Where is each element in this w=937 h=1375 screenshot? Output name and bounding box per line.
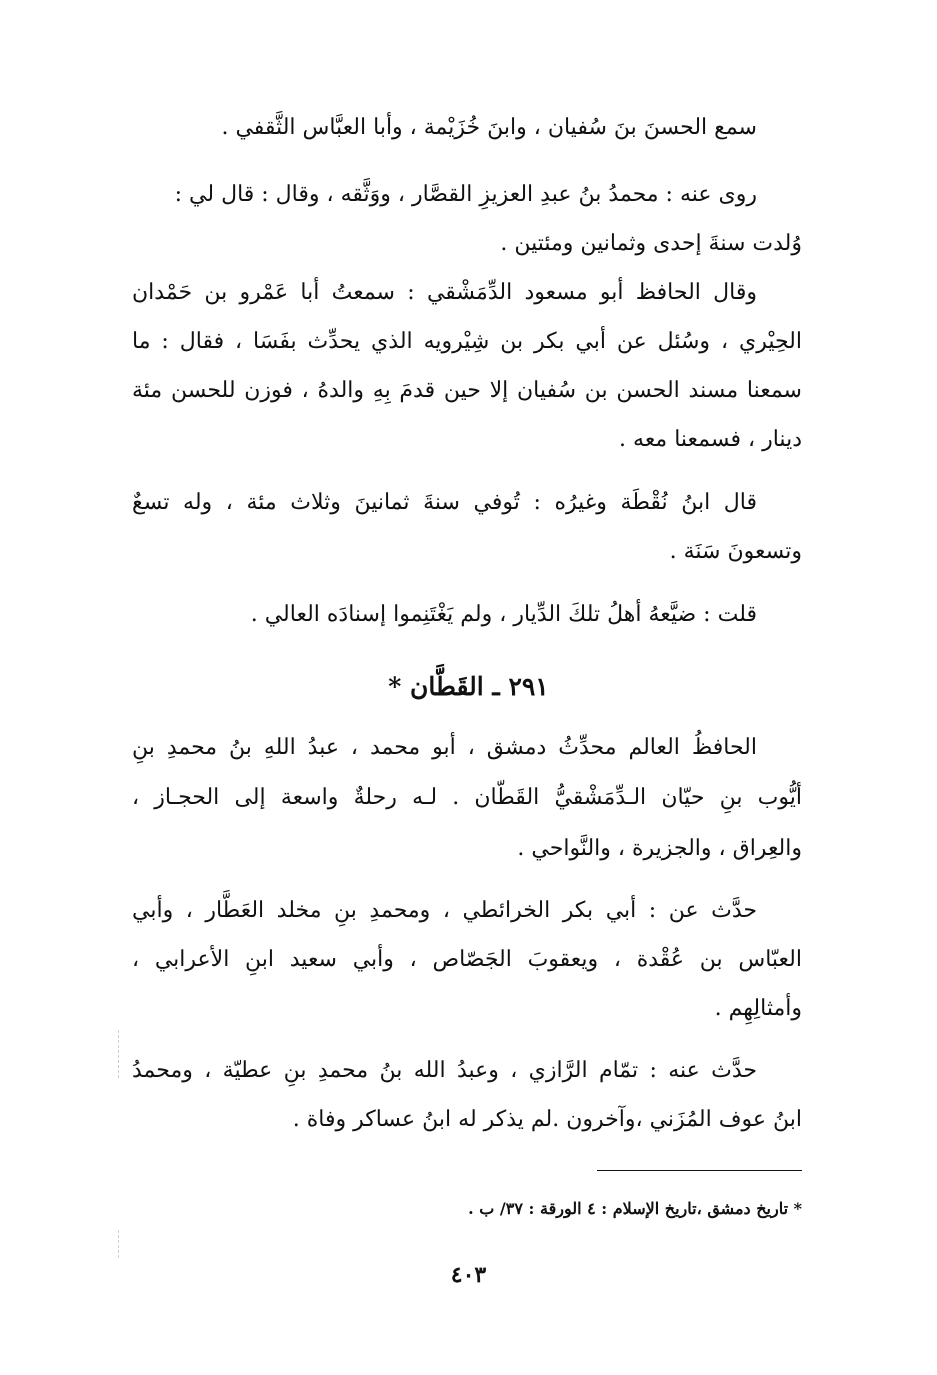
text-line: حدَّث عنه : تمّام الرَّازي ، وعبدُ الله بنُ محمدِ بنِ عطيّة ، ومحمدُ — [132, 1058, 757, 1083]
text-line: وتسعونَ سَنَة . — [669, 539, 802, 564]
text-line: دينار ، فسمعنا معه . — [619, 427, 802, 452]
text-line: وأمثالِهِم . — [714, 996, 802, 1021]
text-line: قال ابنُ نُقْطَة وغيرُه : تُوفي سنةَ ثمانينَ وثلاث مئة ، وله تسعٌ — [132, 490, 757, 515]
entry-heading: ٢٩١ ـ القَطَّان * — [388, 672, 549, 701]
text-line: وقال الحافظ أبو مسعود الدِّمَشْقي : سمعتُ أبا عَمْرو بن حَمْدان — [132, 280, 757, 305]
text-line: ابنُ عوف المُزَني ،وآخرون .لم يذكر له ابنُ عساكر وفاة . — [292, 1107, 802, 1132]
text-line: سمع الحسنَ بنَ سُفيان ، وابنَ خُزَيْمة ، وأبا العبَّاس الثَّقفي . — [221, 115, 757, 140]
page-number: ٤٠٣ — [450, 1262, 487, 1288]
text-line: وُلدت سنةَ إحدى وثمانين ومئتين . — [500, 231, 802, 256]
footnote: * تاريخ دمشق ،تاريخ الإسلام : ٤ الورقة : ٣٧/ ب . — [468, 1199, 802, 1218]
text-line: روى عنه : محمدُ بنُ عبدِ العزيزِ القصَّار ، ووَثَّقه ، وقال : قال لي : — [174, 182, 757, 207]
text-line: والعِراق ، والجزيرة ، والنَّواحي . — [517, 836, 802, 861]
text-line: أيُّوب بنِ حيّان الـدِّمَشْقيُّ القَطّان . لـه رحلةٌ واسعة إلى الحجـاز ، — [132, 785, 802, 810]
scan-margin-mark — [118, 1230, 119, 1258]
text-line: الحافظُ العالم محدِّثُ دمشق ، أبو محمد ، عبدُ اللهِ بنُ محمدِ بنِ — [132, 735, 757, 760]
text-line: الحِيْري ، وسُئل عن أبي بكر بن شِيْرويه الذي يحدِّث بفَسَا ، فقال : ما — [132, 329, 802, 354]
scan-margin-mark — [118, 1030, 119, 1078]
text-line: العبّاس بن عُقْدة ، ويعقوبَ الجَصّاص ، وأبي سعيد ابنِ الأعرابي ، — [132, 947, 802, 972]
footnote-divider — [597, 1170, 802, 1171]
text-line: سمعنا مسند الحسن بن سُفيان إلا حين قدمَ بِهِ والدهُ ، فوزن للحسن مئة — [132, 378, 802, 403]
text-line: قلت : ضيَّعهُ أهلُ تلكَ الدِّيار ، ولم يَغْتَنِموا إسنادَه العالي . — [250, 602, 757, 627]
text-line: حدَّث عن : أبي بكر الخرائطي ، ومحمدِ بنِ مخلد العَطَّار ، وأبي — [132, 898, 757, 923]
